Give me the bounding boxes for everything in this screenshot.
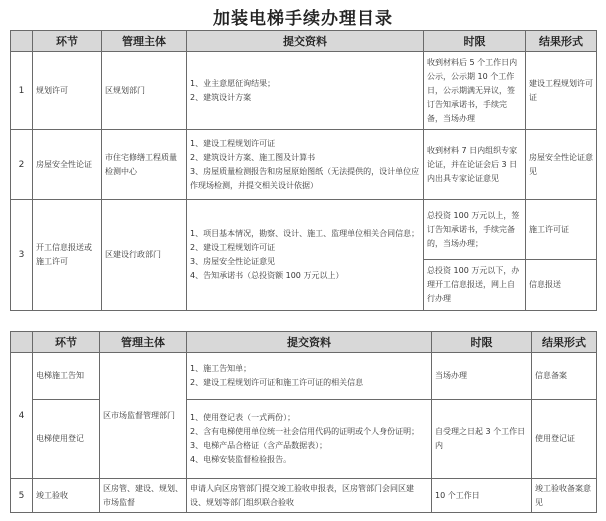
row-node: 房屋安全性论证 [33,130,102,200]
row-result: 信息备案 [532,353,597,400]
procedure-table-2 [10,331,597,513]
material-item: 1、建设工程规划许可证 [190,138,276,148]
table-row [11,479,597,513]
header-time-limit: 时限 [432,332,532,353]
row-node: 电梯施工告知 [33,353,100,400]
row-node: 开工信息报送或施工许可 [33,200,102,311]
row-materials [187,130,424,200]
row-materials: 申请人向区房管部门提交竣工验收申报表，区房管部门会同区建设、规划等部门组织联合验收 [187,479,432,513]
material-item: 1、施工告知单； [190,364,252,373]
material-item: 2、建设工程规划许可证和施工许可证的相关信息 [190,378,364,387]
row-subject: 区规划部门 [102,52,187,130]
row-result: 施工许可证 [526,200,597,260]
row-materials [187,353,432,400]
material-item: 1、使用登记表（一式两份）； [190,413,296,422]
material-item: 4、电梯安装监督检验报告。 [190,455,292,464]
table-header-row [11,332,597,353]
header-materials: 提交资料 [187,332,432,353]
header-result: 结果形式 [532,332,597,353]
material-item: 1、项目基本情况，勘察、设计、施工、监理单位相关合同信息； [190,229,420,238]
row-node: 竣工验收 [33,479,100,513]
header-node: 环节 [33,332,100,353]
header-node: 环节 [33,31,102,52]
row-result: 房屋安全性论证意见 [526,130,597,200]
table-row [11,353,597,400]
header-materials: 提交资料 [187,31,424,52]
material-item: 2、建筑设计方案 [190,92,252,102]
row-result: 信息报送 [526,260,597,311]
table-header-row [11,31,597,52]
page-title: 加装电梯手续办理目录 [213,9,393,29]
row-result: 建设工程规划许可证 [526,52,597,130]
row-time-limit: 10 个工作日 [432,479,532,513]
row-subject: 市住宅修缮工程质量检测中心 [102,130,187,200]
procedure-table-1 [10,30,597,311]
material-item: 3、房屋质量检测报告和房屋原始图纸（无法提供的，设计单位应作现场检测，并提交相关设计依据） [190,166,420,190]
row-result: 竣工验收备案意见 [532,479,597,513]
row-materials [187,52,424,130]
material-item: 3、电梯产品合格证（含产品数据表）； [190,441,328,450]
header-number [11,332,33,353]
row-time-limit: 总投资 100 万元以下，办理开工信息报送，网上自行办理 [424,260,526,311]
header-subject: 管理主体 [100,332,187,353]
material-item: 2、含有电梯使用单位统一社会信用代码的证明或个人身份证明； [190,427,420,436]
header-subject: 管理主体 [102,31,187,52]
row-number: 4 [11,353,33,479]
row-subject: 区建设行政部门 [102,200,187,311]
table-row [11,400,597,479]
table-row [11,130,597,200]
row-time-limit: 自受理之日起 3 个工作日内 [432,400,532,479]
table-row [11,52,597,130]
header-result: 结果形式 [526,31,597,52]
row-result: 使用登记证 [532,400,597,479]
row-time-limit: 总投资 100 万元以上，签订告知承诺书，手续完备的，当场办理； [424,200,526,260]
material-item: 3、房屋安全性论证意见 [190,257,276,266]
row-node: 电梯使用登记 [33,400,100,479]
material-item: 2、建筑设计方案、施工图及计算书 [190,152,316,162]
row-node: 规划许可 [33,52,102,130]
table-row [11,200,597,260]
material-item: 4、告知承诺书（总投资额 100 万元以上） [190,271,344,280]
material-item: 1、业主意愿征询结果； [190,78,276,88]
row-number: 5 [11,479,33,513]
row-number: 3 [11,200,33,311]
row-time-limit: 收到材料 7 日内组织专家论证，并在论证会后 3 日内出具专家论证意见 [424,130,526,200]
row-subject: 区房管、建设、规划、市场监督 [100,479,187,513]
row-number: 2 [11,130,33,200]
row-time-limit: 收到材料后 5 个工作日内公示，公示期 10 个工作日，公示期满无异议，签订告知承诺书，手续完备，当场办理 [424,52,526,130]
row-materials [187,400,432,479]
header-time-limit: 时限 [424,31,526,52]
header-number [11,31,33,52]
row-subject: 区市场监督管理部门 [100,353,187,479]
row-materials [187,200,424,311]
material-item: 2、建设工程规划许可证 [190,243,276,252]
row-time-limit: 当场办理 [432,353,532,400]
row-number: 1 [11,52,33,130]
